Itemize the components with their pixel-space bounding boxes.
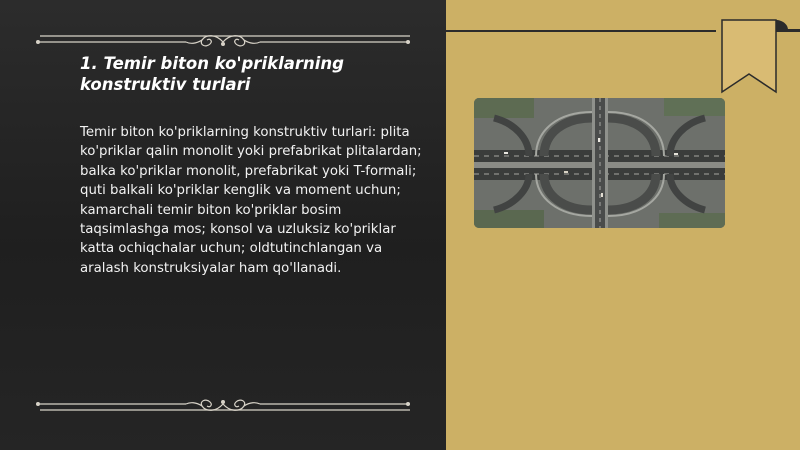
highway-interchange-photo xyxy=(474,98,725,228)
ribbon-bookmark-icon xyxy=(716,16,800,100)
divider-line xyxy=(446,30,716,32)
bottom-ornament-divider xyxy=(36,394,410,414)
slide-title: 1. Temir biton ko'priklarning konstruktiv turlari xyxy=(80,54,344,94)
top-ornament-divider xyxy=(36,32,410,52)
slide-body-text: Temir biton ko'priklarning konstruktiv turlari: plita ko'priklar qalin monolit yoki prefabrikat plitalardan; balka ko'priklar monolit, prefabrikat yoki T-formali; quti balkali ko'priklar kenglik va moment uchun; kamarchali temir biton ko'priklar bosim taqsimlashga mos; konsol va uzluksiz ko'priklar katta ochiqchalar uchun; oldtutinchlangan va aralash konstruksiyalar ham qo'llanadi. xyxy=(80,125,422,276)
